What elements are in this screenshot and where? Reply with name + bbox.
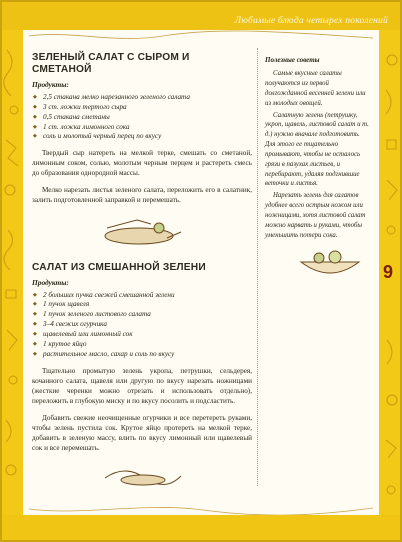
tip-paragraph: Нарезать зелень для салатов удобнее всего острым ножом или ножницами, хотя листовой салат можно нарвать и руками, чтобы уменьшить потери сока.: [265, 192, 366, 239]
ingredient-item: ◆ соль и молотый черный перец по вкусу: [32, 132, 252, 142]
tip-paragraph: Салатную зелень (петрушку, укроп, щавель, листовой салат и т. д.) нужно вначале подготовить. Для этого ее тщательно промывают, чтобы не осталось грязи в пазухах листьев, и перебирают, удаляя подгнившие веточки и листья.: [265, 111, 369, 188]
running-title: Любимые блюда четырех поколений: [234, 16, 388, 26]
ingredient-item: ◆ 3–4 свежих огурчика: [32, 320, 252, 330]
recipe2-title: САЛАТ ИЗ СМЕШАННОЙ ЗЕЛЕНИ: [32, 262, 206, 274]
ingredient-item: ◆ растительное масло, сахар и соль по вкусу: [32, 350, 252, 360]
recipe2-step: Тщательно промытую зелень укропа, петрушки, сельдерея, кочанного салата, щавеля или другую по вкусу нарезать ножницами (жесткие черенки можно отрезать и использовать отдельно), переложить в глубокую миску и по вкусу посолить и подсластить.: [32, 367, 252, 405]
ingredient-item: ◆ 1 крутое яйцо: [32, 340, 252, 350]
ingredient-item: ◆ щавелевый или лимонный сок: [32, 330, 252, 340]
tips-title: Полезные советы: [265, 56, 320, 64]
ingredient-item: ◆ 1 пучок зеленого листового салата: [32, 310, 252, 320]
ingredient-item: ◆ 3 ст. ложки тертого сыра: [32, 103, 252, 113]
page-number: 9: [383, 262, 394, 282]
ingredient-item: ◆ 1 пучок щавеля: [32, 300, 252, 310]
ingredient-item: ◆ 1 ст. ложка лимонного сока: [32, 123, 252, 133]
ingredient-item: ◆ 0,5 стакана сметаны: [32, 113, 252, 123]
tip-paragraph: Самые вкусные салаты получаются из первой долгожданной весенней зелени или из молодых овощей.: [265, 70, 366, 107]
recipe2-products-label: Продукты:: [32, 278, 69, 288]
ingredient-item: ◆ 2 больших пучка свежей смешанной зелени: [32, 291, 252, 301]
recipe2-step: Добавить свежие неочищенные огурчики и все перетереть руками, чтобы зелень пустила сок. Крутое яйцо протереть на мелкой терке, добавить в зеленую массу, влить по вкусу лимонный или щавелевый сок и все перемешать.: [32, 413, 252, 452]
recipe1-step: Мелко нарезать листья зеленого салата, переложить его в салатник, залить подготовленной заправкой и перемешать.: [32, 186, 252, 205]
recipe1-products-label: Продукты:: [32, 80, 69, 90]
recipe1-title: ЗЕЛЕНЫЙ САЛАТ С СЫРОМ И СМЕТАНОЙ: [32, 52, 190, 76]
recipe1-step: Твердый сыр натереть на мелкой терке, смешать со сметаной, лимонным соком, солью, молотым черным перцем и растереть смесь до образования однородной массы.: [32, 149, 252, 178]
ingredient-item: ◆ 2,5 стакана мелко нарезанного зеленого салата: [32, 93, 252, 103]
